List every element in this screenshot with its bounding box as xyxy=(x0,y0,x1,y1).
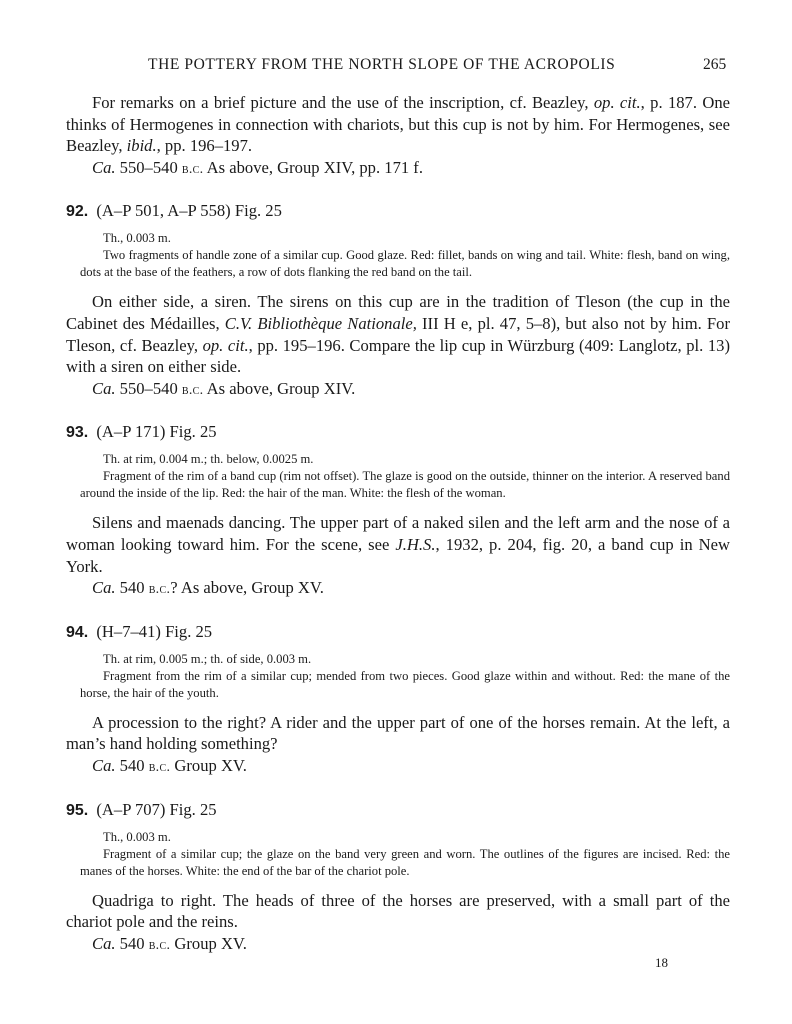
entry-commentary: Quadriga to right. The heads of three of the horses are preserved, with a small part of the chariot pole and the reins. xyxy=(66,890,730,932)
entry-description-text: Fragment from the rim of a similar cup; mended from two pieces. Good glaze within and without. Red: the mane of the horse, the hair of the youth. xyxy=(80,668,730,700)
catalogue-entry-92 xyxy=(66,200,730,401)
citation-op-cit: op. cit. xyxy=(593,93,641,112)
page-header xyxy=(0,56,792,78)
catalogue-entry-94 xyxy=(66,621,730,779)
entry-commentary: Silens and maenads dancing. The upper part of a naked silen and the left arm and the nose of a woman looking toward him. For the scene, see J.H.S., 1932, p. 204, fig. 20, a band cup in New York. xyxy=(66,513,730,576)
entry-heading xyxy=(66,200,730,222)
entry-date-line: Ca. 540 b.c. Group XV. xyxy=(92,933,247,953)
intro-date-line: Ca. 550–540 b.c. As above, Group XIV, pp. 171 f. xyxy=(92,157,423,177)
entry-date-line: Ca. 550–540 b.c. As above, Group XIV. xyxy=(92,378,356,398)
entry-description xyxy=(80,651,730,702)
entry-reference: (A–P 501, A–P 558) Fig. 25 xyxy=(96,201,282,221)
entry-description xyxy=(80,230,730,281)
entry-reference: (A–P 707) Fig. 25 xyxy=(96,799,217,819)
entry-description-text: Fragment of a similar cup; the glaze on the band very green and worn. The outlines of the figures are incised. Red: the manes of the horses. White: the end of the bar of the chariot pole. xyxy=(80,846,730,878)
entry-commentary: On either side, a siren. The sirens on this cup are in the tradition of Tleson (the cup in the Cabinet des Médailles, C.V. Bibliothèque Nationale, III H e, pl. 47, 5–8), but also not by him. For Tleson, cf. Beazley, op. cit., pp. 195–196. Compare the lip cup in Würzburg (409: Langlotz, pl. 13) with a siren on either side. xyxy=(66,292,730,377)
catalogue-entry-95 xyxy=(66,799,730,957)
entry-number: 92. xyxy=(66,203,89,221)
entry-date-line: Ca. 540 b.c. Group XV. xyxy=(92,755,247,775)
entry-number: 93. xyxy=(66,424,89,442)
entry-commentary: A procession to the right? A rider and the upper part of one of the horses remain. At the left, a man’s hand holding something? xyxy=(66,712,730,754)
catalogue-entry-93 xyxy=(66,421,730,600)
entry-date-line: Ca. 540 b.c.? As above, Group XV. xyxy=(92,578,324,598)
entry-heading xyxy=(66,421,730,443)
entry-reference: (H–7–41) Fig. 25 xyxy=(96,621,213,641)
running-head: THE POTTERY FROM THE NORTH SLOPE OF THE ACROPOLIS xyxy=(148,56,616,73)
entry-measurement: Th. at rim, 0.004 m.; th. below, 0.0025 m. xyxy=(103,452,314,467)
entry-description-text: Two fragments of handle zone of a similar cup. Good glaze. Red: fillet, bands on wing and tail. White: flesh, band on wing, dots at the base of the feathers, a row of dots flanking the red band on the tail. xyxy=(80,248,730,280)
entry-description xyxy=(80,829,730,880)
entry-number: 95. xyxy=(66,801,89,819)
entry-description xyxy=(80,451,730,502)
entry-reference: (A–P 171) Fig. 25 xyxy=(96,422,217,442)
signature-mark: 18 xyxy=(655,955,668,970)
page-number: 265 xyxy=(703,56,727,73)
intro-paragraph: For remarks on a brief picture and the use of the inscription, cf. Beazley, op. cit., p. 187. One thinks of Hermogenes in connection with chariots, but this cup is not by him. For Hermogenes, see Beazley, ibid., pp. 196–197. xyxy=(66,93,730,156)
entry-heading xyxy=(66,799,730,821)
citation-ibid: ibid. xyxy=(126,136,157,156)
entry-measurement: Th., 0.003 m. xyxy=(103,231,171,246)
entry-heading xyxy=(66,621,730,643)
entry-measurement: Th. at rim, 0.005 m.; th. of side, 0.003 m. xyxy=(103,651,312,666)
entry-measurement: Th., 0.003 m. xyxy=(103,829,171,844)
entry-description-text: Fragment of the rim of a band cup (rim not offset). The glaze is good on the outside, thinner on the interior. A reserved band around the inside of the lip. Red: the hair of the man. White: the flesh of the woman. xyxy=(80,469,730,501)
page-body xyxy=(66,92,730,956)
entry-number: 94. xyxy=(66,623,89,641)
